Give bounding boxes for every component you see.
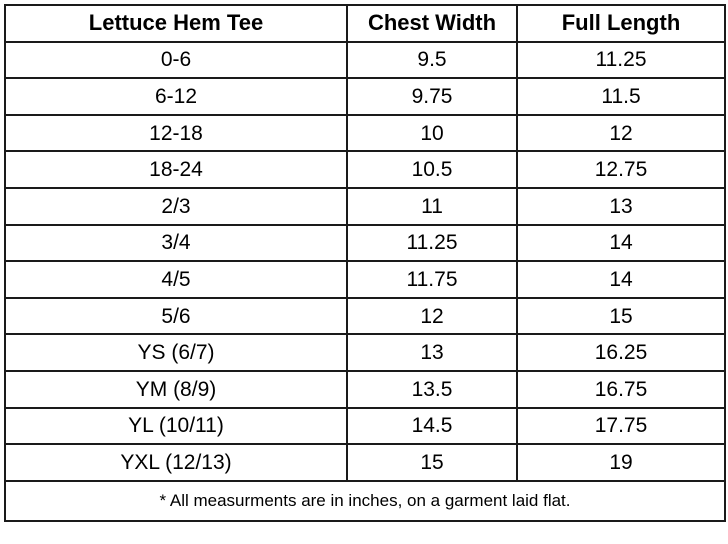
table-row [5, 408, 725, 445]
size-cell: 3/4 [5, 225, 347, 262]
table-row [5, 225, 725, 262]
table-row [5, 334, 725, 371]
full-length-cell: 12.75 [517, 151, 725, 188]
chest-width-cell: 11 [347, 188, 517, 225]
chest-width-cell: 13 [347, 334, 517, 371]
table-row [5, 261, 725, 298]
full-length-cell: 19 [517, 444, 725, 481]
header-full-length: Full Length [517, 5, 725, 42]
chest-width-cell: 10.5 [347, 151, 517, 188]
chest-width-cell: 9.75 [347, 78, 517, 115]
full-length-cell: 14 [517, 225, 725, 262]
table-row [5, 188, 725, 225]
chest-width-cell: 12 [347, 298, 517, 335]
table-row [5, 444, 725, 481]
size-cell: YS (6/7) [5, 334, 347, 371]
size-cell: 12-18 [5, 115, 347, 152]
full-length-cell: 13 [517, 188, 725, 225]
table-row [5, 151, 725, 188]
size-cell: 6-12 [5, 78, 347, 115]
chest-width-cell: 10 [347, 115, 517, 152]
full-length-cell: 11.5 [517, 78, 725, 115]
size-cell: YXL (12/13) [5, 444, 347, 481]
size-cell: 5/6 [5, 298, 347, 335]
full-length-cell: 17.75 [517, 408, 725, 445]
table-row [5, 42, 725, 79]
table-row [5, 115, 725, 152]
table-row [5, 78, 725, 115]
full-length-cell: 12 [517, 115, 725, 152]
chest-width-cell: 9.5 [347, 42, 517, 79]
full-length-cell: 15 [517, 298, 725, 335]
size-cell: 0-6 [5, 42, 347, 79]
chest-width-cell: 13.5 [347, 371, 517, 408]
header-product: Lettuce Hem Tee [5, 5, 347, 42]
full-length-cell: 16.25 [517, 334, 725, 371]
chest-width-cell: 14.5 [347, 408, 517, 445]
size-cell: 4/5 [5, 261, 347, 298]
footnote-row [5, 481, 725, 521]
full-length-cell: 14 [517, 261, 725, 298]
table-body [5, 42, 725, 481]
full-length-cell: 11.25 [517, 42, 725, 79]
chest-width-cell: 11.25 [347, 225, 517, 262]
full-length-cell: 16.75 [517, 371, 725, 408]
header-chest-width: Chest Width [347, 5, 517, 42]
size-cell: YM (8/9) [5, 371, 347, 408]
table-row [5, 298, 725, 335]
footnote: * All measurments are in inches, on a garment laid flat. [5, 481, 725, 521]
header-row [5, 5, 725, 42]
chest-width-cell: 15 [347, 444, 517, 481]
table-row [5, 371, 725, 408]
size-cell: 2/3 [5, 188, 347, 225]
chest-width-cell: 11.75 [347, 261, 517, 298]
size-cell: 18-24 [5, 151, 347, 188]
size-cell: YL (10/11) [5, 408, 347, 445]
size-table [4, 4, 726, 522]
